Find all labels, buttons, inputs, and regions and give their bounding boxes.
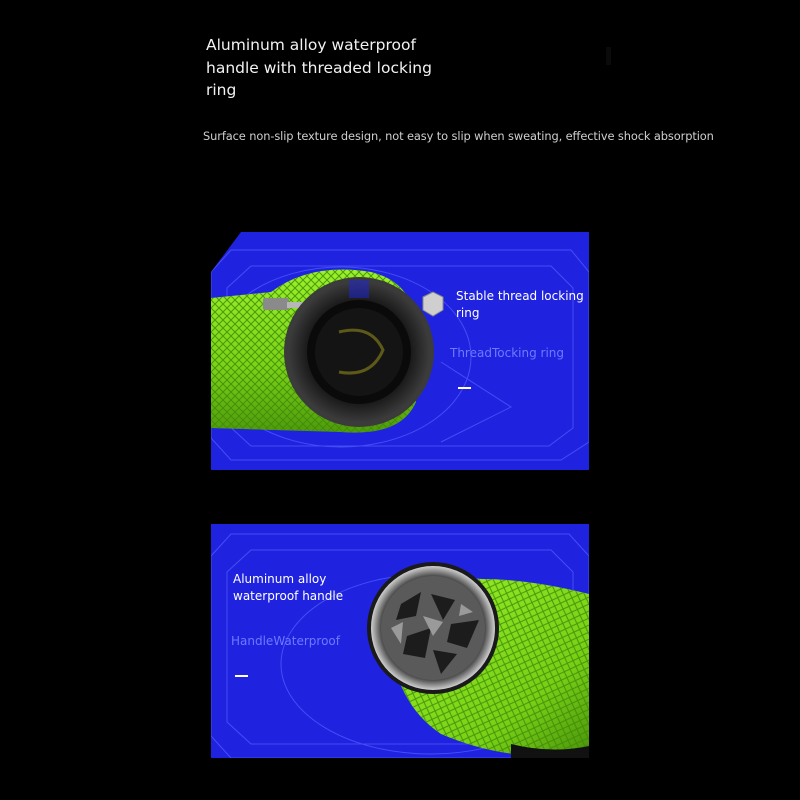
locking-ring-dash: [458, 387, 471, 389]
page-title: Aluminum alloy waterproof handle with threaded locking ring: [206, 36, 432, 99]
feature-subtitle: Surface non-slip texture design, not easy to slip when sweating, effective shock absorption: [203, 129, 714, 143]
locking-ring-panel: [211, 232, 589, 470]
waterproof-handle-dash: [235, 675, 248, 677]
waterproof-handle-label: Aluminum alloy waterproof handle: [233, 572, 344, 603]
decorative-mark: [606, 47, 611, 65]
locking-ring-label: Stable thread locking ring: [456, 289, 584, 320]
locking-ring-ghost-label: ThreadTocking ring: [450, 346, 564, 360]
waterproof-handle-ghost-label: HandleWaterproof: [231, 634, 340, 648]
waterproof-handle-panel: [211, 524, 589, 758]
